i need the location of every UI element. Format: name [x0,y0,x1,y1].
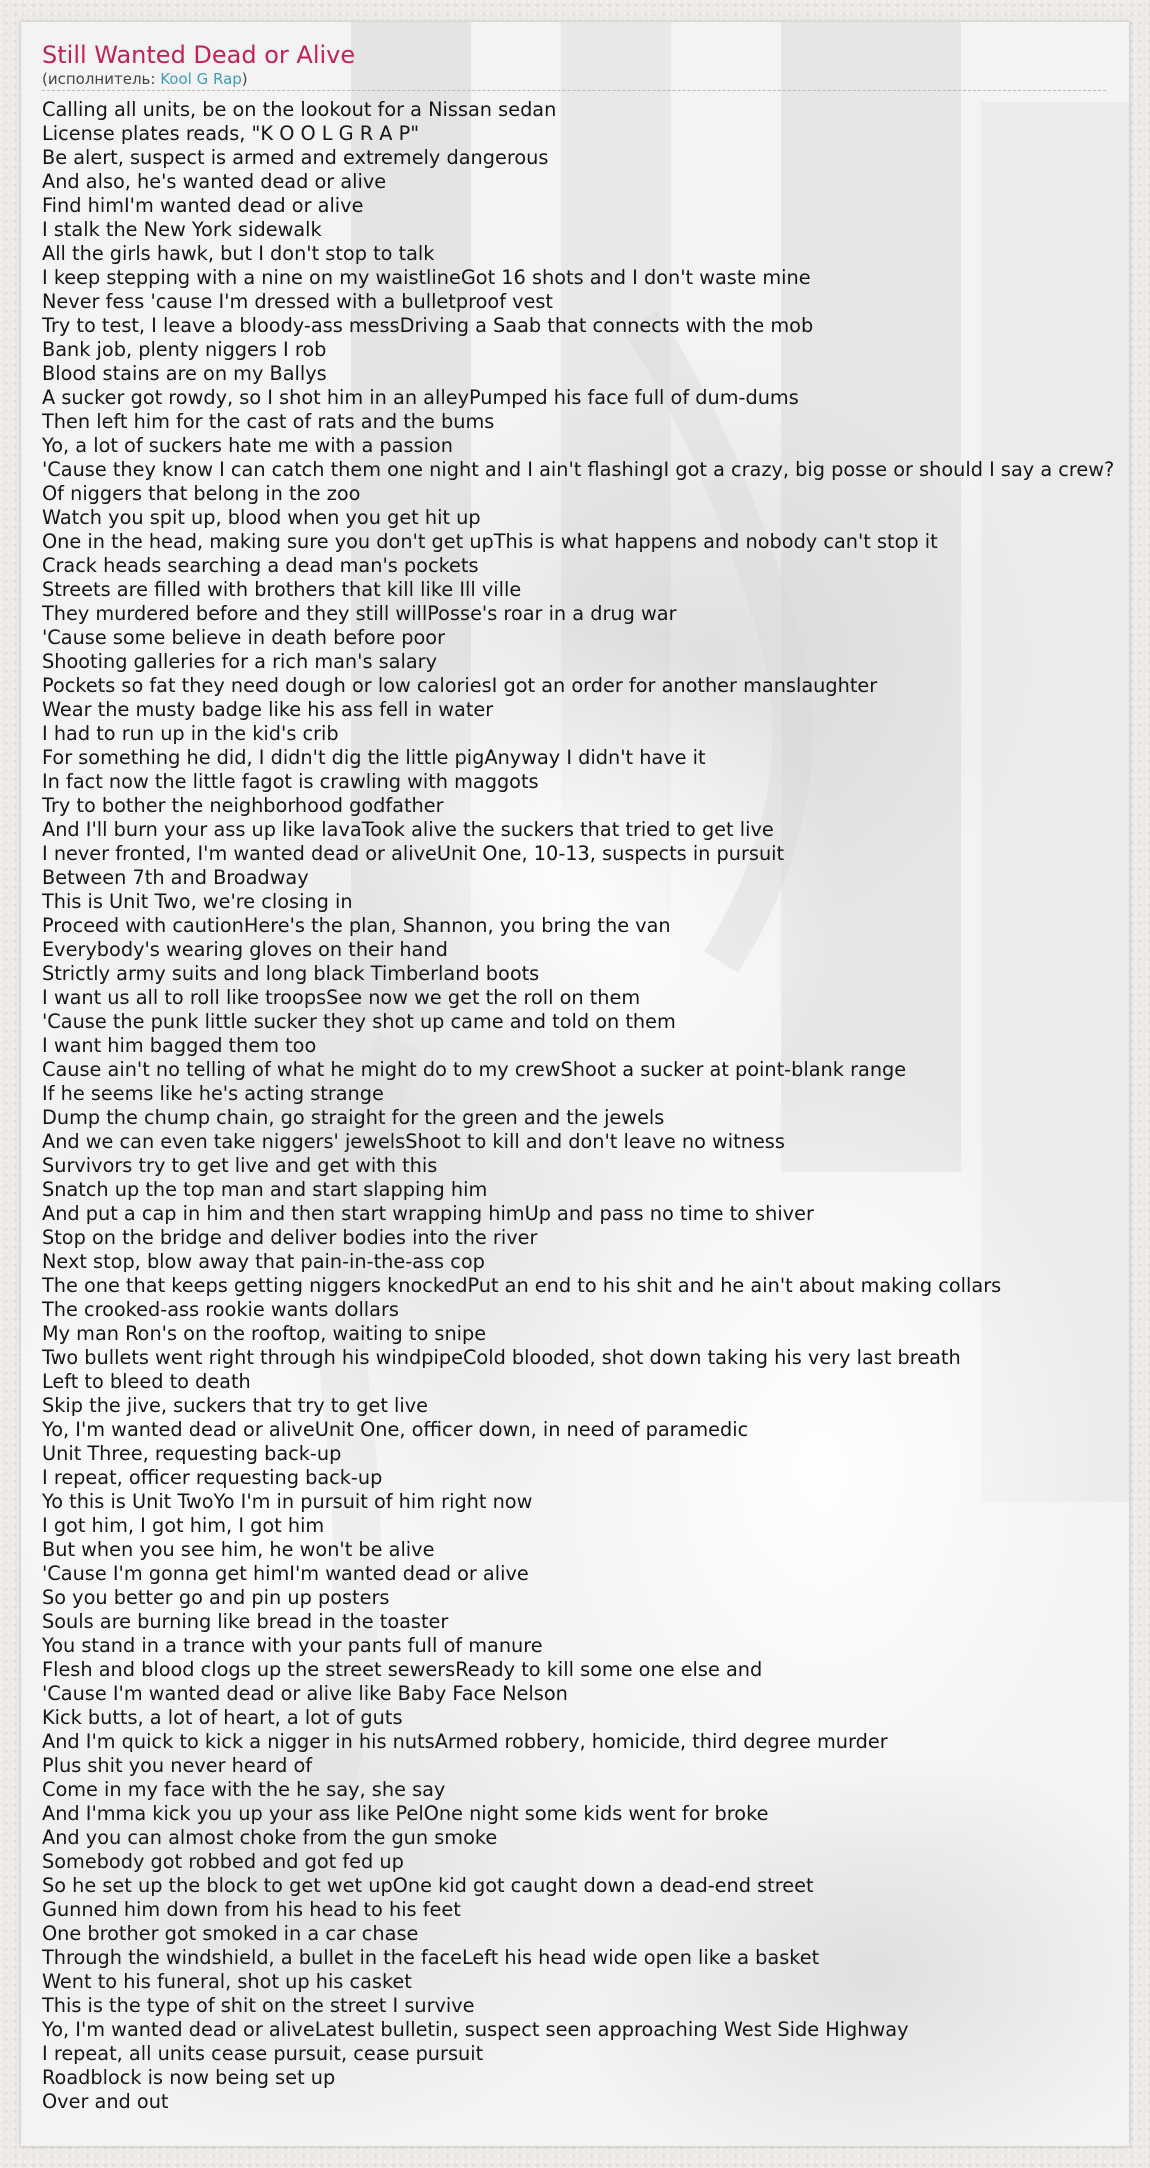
lyric-line: Yo, I'm wanted dead or aliveLatest bulletin, suspect seen approaching West Side Highway [42,2018,909,2041]
lyric-line: I stalk the New York sidewalk [42,218,322,241]
lyric-line: Dump the chump chain, go straight for the green and the jewels [42,1106,665,1129]
lyric-line: Yo, a lot of suckers hate me with a passion [42,434,453,457]
lyrics-body [42,98,1129,2114]
lyric-line: Kick butts, a lot of heart, a lot of guts [42,1706,403,1729]
lyric-line: The one that keeps getting niggers knockedPut an end to his shit and he ain't about making collars [42,1274,1002,1297]
performer-line [42,70,1106,88]
lyric-line: Everybody's wearing gloves on their hand [42,938,448,961]
lyric-line: Cause ain't no telling of what he might do to my crewShoot a sucker at point-blank range [42,1058,907,1081]
lyric-line: 'Cause I'm gonna get himI'm wanted dead or alive [42,1562,529,1585]
lyric-line: Blood stains are on my Ballys [42,362,327,385]
lyric-line: Proceed with cautionHere's the plan, Shannon, you bring the van [42,914,671,937]
lyric-line: And we can even take niggers' jewelsShoot to kill and don't leave no witness [42,1130,785,1153]
lyric-line: The crooked-ass rookie wants dollars [42,1298,399,1321]
lyric-line: Try to test, I leave a bloody-ass messDriving a Saab that connects with the mob [42,314,814,337]
lyric-line: Then left him for the cast of rats and the bums [42,410,495,433]
lyric-line: This is the type of shit on the street I survive [42,1994,475,2017]
lyric-line: Survivors try to get live and get with this [42,1154,438,1177]
lyric-line: Streets are filled with brothers that kill like Ill ville [42,578,522,601]
lyric-line: One in the head, making sure you don't get upThis is what happens and nobody can't stop it [42,530,938,553]
lyric-line: For something he did, I didn't dig the little pigAnyway I didn't have it [42,746,706,769]
lyric-line: Bank job, plenty niggers I rob [42,338,327,361]
lyric-line: Pockets so fat they need dough or low caloriesI got an order for another manslaughter [42,674,878,697]
lyric-line: Yo, I'm wanted dead or aliveUnit One, officer down, in need of paramedic [42,1418,749,1441]
lyric-line: I got him, I got him, I got him [42,1514,325,1537]
performer-link[interactable]: Kool G Rap [160,70,242,88]
lyric-line: Through the windshield, a bullet in the faceLeft his head wide open like a basket [42,1946,820,1969]
lyric-line: A sucker got rowdy, so I shot him in an alleyPumped his face full of dum-dums [42,386,799,409]
lyric-line: Two bullets went right through his windpipeCold blooded, shot down taking his very last breath [42,1346,961,1369]
lyric-line: Plus shit you never heard of [42,1754,313,1777]
lyric-line: Somebody got robbed and got fed up [42,1850,404,1873]
lyric-line: I never fronted, I'm wanted dead or aliveUnit One, 10-13, suspects in pursuit [42,842,785,865]
lyric-line: And you can almost choke from the gun smoke [42,1826,498,1849]
lyric-line: So he set up the block to get wet upOne kid got caught down a dead-end street [42,1874,814,1897]
song-header [42,40,1106,91]
lyric-line: Souls are burning like bread in the toaster [42,1610,449,1633]
lyric-line: I want him bagged them too [42,1034,317,1057]
lyric-line: I repeat, officer requesting back-up [42,1466,383,1489]
lyric-line: 'Cause they know I can catch them one night and I ain't flashingI got a crazy, big posse or should I say a crew? [42,458,1115,481]
song-title: Still Wanted Dead or Alive [42,41,356,69]
lyric-line: In fact now the little fagot is crawling with maggots [42,770,539,793]
lyric-line: I want us all to roll like troopsSee now we get the roll on them [42,986,641,1009]
lyric-line: Try to bother the neighborhood godfather [42,794,444,817]
lyric-line: Roadblock is now being set up [42,2066,336,2089]
lyric-line: Left to bleed to death [42,1370,251,1393]
lyric-line: Wear the musty badge like his ass fell in water [42,698,494,721]
lyric-line: 'Cause I'm wanted dead or alive like Baby Face Nelson [42,1682,568,1705]
lyric-line: Unit Three, requesting back-up [42,1442,342,1465]
lyric-line: Snatch up the top man and start slapping him [42,1178,488,1201]
lyric-line: Flesh and blood clogs up the street sewersReady to kill some one else and [42,1658,763,1681]
lyric-line: I had to run up in the kid's crib [42,722,339,745]
lyric-line: Skip the jive, suckers that try to get live [42,1394,429,1417]
lyric-line: Gunned him down from his head to his feet [42,1898,461,1921]
lyrics-card [20,21,1130,2147]
lyric-line: Of niggers that belong in the zoo [42,482,361,505]
lyric-line: License plates reads, "K O O L G R A P" [42,122,420,145]
lyric-line: Come in my face with the he say, she say [42,1778,446,1801]
song-content [42,40,1129,2114]
lyric-line: Over and out [42,2090,169,2113]
lyric-line: And I'm quick to kick a nigger in his nutsArmed robbery, homicide, third degree murder [42,1730,888,1753]
performer-suffix: ) [241,70,248,88]
lyric-line: All the girls hawk, but I don't stop to talk [42,242,435,265]
lyric-line: Between 7th and Broadway [42,866,309,889]
lyric-line: Crack heads searching a dead man's pockets [42,554,479,577]
lyric-line: And put a cap in him and then start wrapping himUp and pass no time to shiver [42,1202,814,1225]
lyric-line: Find himI'm wanted dead or alive [42,194,364,217]
lyric-line: Watch you spit up, blood when you get hit up [42,506,481,529]
lyric-line: Went to his funeral, shot up his casket [42,1970,412,1993]
lyric-line: And also, he's wanted dead or alive [42,170,387,193]
lyric-line: Next stop, blow away that pain-in-the-ass cop [42,1250,485,1273]
lyric-line: Never fess 'cause I'm dressed with a bulletproof vest [42,290,553,313]
lyric-line: I keep stepping with a nine on my waistlineGot 16 shots and I don't waste mine [42,266,811,289]
lyric-line: So you better go and pin up posters [42,1586,390,1609]
lyric-line: 'Cause the punk little sucker they shot up came and told on them [42,1010,676,1033]
lyric-line: If he seems like he's acting strange [42,1082,384,1105]
lyric-line: Stop on the bridge and deliver bodies into the river [42,1226,538,1249]
lyric-line: Be alert, suspect is armed and extremely dangerous [42,146,549,169]
lyric-line: Calling all units, be on the lookout for a Nissan sedan [42,98,557,121]
lyric-line: I repeat, all units cease pursuit, cease pursuit [42,2042,484,2065]
lyric-line: But when you see him, he won't be alive [42,1538,435,1561]
lyric-line: They murdered before and they still willPosse's roar in a drug war [42,602,677,625]
lyric-line: Strictly army suits and long black Timberland boots [42,962,540,985]
lyric-line: Shooting galleries for a rich man's salary [42,650,437,673]
lyric-line: One brother got smoked in a car chase [42,1922,419,1945]
lyric-line: Yo this is Unit TwoYo I'm in pursuit of him right now [42,1490,533,1513]
lyric-line: This is Unit Two, we're closing in [42,890,353,913]
lyric-line: My man Ron's on the rooftop, waiting to snipe [42,1322,487,1345]
lyric-line: And I'll burn your ass up like lavaTook alive the suckers that tried to get live [42,818,774,841]
lyric-line: 'Cause some believe in death before poor [42,626,446,649]
lyric-line: And I'mma kick you up your ass like PelOne night some kids went for broke [42,1802,769,1825]
performer-prefix: (исполнитель: [42,70,161,88]
lyric-line: You stand in a trance with your pants full of manure [42,1634,543,1657]
